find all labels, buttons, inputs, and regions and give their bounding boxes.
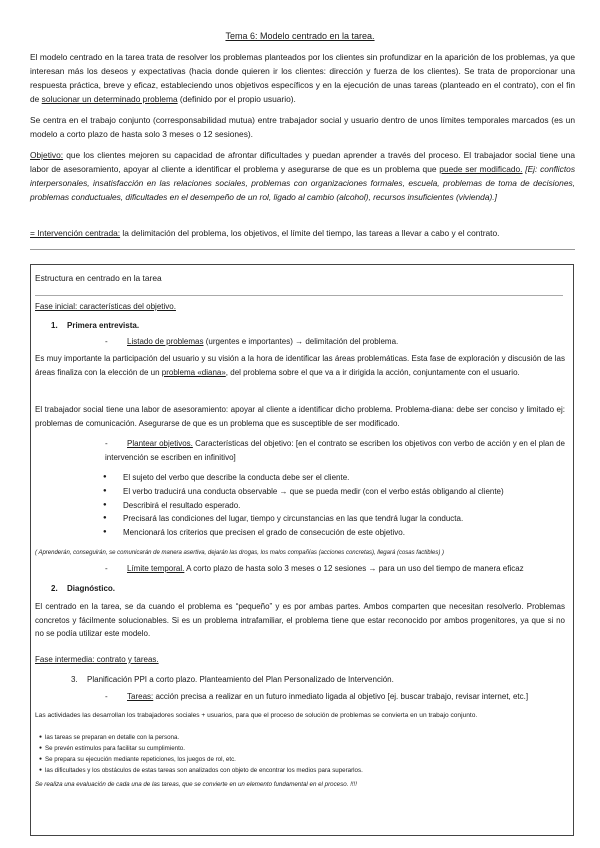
p1-text: Es muy importante la participación del usuario y su visión a la hora de identificar las áreas problemáticas. Esta fase de exploración y discusión de las áreas finaliza con la elección de un: [35, 354, 565, 377]
divider: [30, 249, 575, 250]
list-item: ● Se prepara su ejecución mediante repeticiones, los juegos de rol, etc.: [39, 754, 559, 765]
p1-underlined: problema «diana»: [161, 367, 226, 377]
objetivo-label: Objetivo:: [30, 150, 64, 160]
objective-criteria-list: [103, 471, 563, 540]
listado-label: Listado de problemas: [127, 337, 204, 346]
list-item: ● las tareas se preparan en detalle con la persona.: [39, 732, 559, 743]
plantear-label: Plantear objetivos.: [127, 439, 193, 448]
page-title: Tema 6: Modelo centrado en la tarea.: [225, 31, 375, 41]
objetivo-text: que los clientes mejoren su capacidad de afrontar dificultades y puedan aprender a través del proceso. El trabajador social tiene una labor de asesoramiento, apoyar al cliente a identificar el problema y asegurarse de que es un problema que: [30, 150, 575, 174]
objetivo-underlined: puede ser modificado.: [439, 164, 523, 174]
plantear-text: Características del objetivo: [en el contrato se escriben los objetivos con verbo de acción y en el plan de intervención se escriben en infinitivo]: [105, 439, 565, 462]
item-2: [51, 582, 551, 596]
box-paragraph-1: [35, 352, 565, 379]
list-item: ● Se prevén estímulos para facilitar su cumplimiento.: [39, 743, 559, 754]
item-1-number: 1.: [51, 321, 58, 330]
intervencion-text: la delimitación del problema, los objetivos, el límite del tiempo, las tareas a llevar a cabo y el contrato.: [120, 228, 500, 238]
box-paragraph-3: El centrado en la tarea, se da cuando el problema es “pequeño” y es por ambas partes. Ambos comparten que necesitan resolverlo. Problemas concretos y fácilmente solucionables. Si es un problema intrafamiliar, el problema tiene que estar reconocido por ambos progenitores, ya que si no no se podía utilizar este modelo.: [35, 602, 565, 639]
task-preparation-list: [39, 732, 559, 776]
list-item: ● Describirá el resultado esperado.: [103, 499, 563, 513]
tareas: - Tareas: acción precisa a realizar en un futuro inmediato ligada al objetivo [ej. buscar trabajo, revisar internet, etc.]: [105, 692, 529, 701]
box-title: Estructura en centrado en la tarea: [35, 273, 162, 283]
list-item: ● Precisará las condiciones del lugar, tiempo y circunstancias en las que tendrá lugar la conducta.: [103, 512, 563, 526]
objetivo-paragraph: [30, 148, 575, 204]
item-3: [71, 673, 561, 687]
item-1-text: Primera entrevista.: [67, 321, 140, 330]
listado-text: (urgentes e importantes) → delimitación del problema.: [203, 337, 399, 346]
tareas-text: acción precisa a realizar en un futuro inmediato ligada al objetivo [ej. buscar trabajo, revisar internet, etc.]: [153, 692, 529, 701]
item-3-text: Planificación PPI a corto plazo. Planteamiento del Plan Personalizado de Intervención.: [87, 675, 394, 684]
limite-temporal: - Límite temporal. A corto plazo de hasta solo 3 meses o 12 sesiones → para un uso del tiempo de manera eficaz: [105, 564, 524, 573]
plantear-objetivos: - Plantear objetivos. Características del objetivo: [en el contrato se escriben los objetivos con verbo de acción y en el plan de intervención se escriben en infinitivo]: [105, 439, 565, 462]
fase-intermedia-heading: Fase intermedia: contrato y tareas.: [35, 655, 159, 664]
intro-underlined: solucionar un determinado problema: [41, 94, 178, 104]
item-2-number: 2.: [51, 584, 58, 593]
objetivo-examples: [Ej: conflictos interpersonales, insatisfacción en las relaciones sociales, problemas con organizaciones formales, escuela, problemas de toma de decisiones, problemas conductuales, dificultades en el desempeño de un rol, ligado al cambio (alcohol), recursos insuficientes (vivienda).]: [30, 164, 576, 202]
box-paragraph-2: El trabajador social tiene una labor de asesoramiento: apoyar al cliente a identificar dicho problema. Problema-diana: debe ser conciso y limitado ej: problemas de comunicación. Asegurarse de que es un problema que es susceptible de ser modificado.: [35, 405, 565, 428]
final-note: Se realiza una evaluación de cada una de las tareas, que se convierte en un elemento fundamental en el proceso. !!!!: [35, 781, 357, 788]
fase-inicial-heading: Fase inicial: características del objetivo.: [35, 302, 176, 311]
limite-text: A corto plazo de hasta solo 3 meses o 12 sesiones → para un uso del tiempo de manera eficaz: [184, 564, 524, 573]
listado-problemas: - Listado de problemas (urgentes e importantes) → delimitación del problema.: [105, 337, 399, 346]
item-1: [51, 319, 551, 333]
intro-text: El modelo centrado en la tarea trata de resolver los problemas planteados por los clientes sin profundizar en la aparición de los problemas, ya que interesan más los deseos y expectativas (hacia donde quieren ir los clientes: dirección y fuerza de los clientes). Se trata de proporcionar una respuesta práctica, breve y eficaz, estableciendo unos objetivos específicos y en la ejecución de unas tareas (planteado en el contrato), con el fin de: [30, 52, 575, 104]
item-2-text: Diagnóstico.: [67, 584, 116, 593]
list-item: ● El sujeto del verbo que describe la conducta debe ser el cliente.: [103, 471, 563, 485]
item-3-number: 3.: [71, 675, 78, 684]
box-divider: [35, 295, 563, 296]
list-item: ● El verbo traducirá una conducta observable → que se pueda medir (con el verbo estás obligando al cliente): [103, 485, 563, 499]
intro-paragraph: [30, 50, 575, 106]
p1-text-end: , del problema sobre el que va a ir dirigida la acción, conjuntamente con el usuario.: [225, 367, 520, 377]
intervencion-paragraph: [30, 226, 575, 240]
limite-label: Límite temporal.: [127, 564, 185, 573]
intro-text-end: (definido por el propio usuario).: [177, 94, 296, 104]
structure-box: [30, 264, 574, 836]
list-item: ● las dificultades y los obstáculos de estas tareas son analizados con objeto de encontrar los medios para superarlos.: [39, 765, 559, 776]
examples-note: ( Aprenderán, conseguirán, se comunicarán de manera asertiva, dejarán las drogas, los malos compañías (acciones concretas), llegará (cosas factibles) ): [35, 550, 444, 556]
second-paragraph: Se centra en el trabajo conjunto (corresponsabilidad mutua) entre trabajador social y usuario dentro de unos límites temporales marcados (es un modelo a corto plazo de hasta solo 3 meses o 12 sesiones).: [30, 115, 575, 139]
intervencion-label: = Intervención centrada:: [30, 228, 121, 238]
list-item: ● Mencionará los criterios que precisen el grado de consecución de este objetivo.: [103, 526, 563, 540]
tareas-label: Tareas:: [127, 692, 154, 701]
box-paragraph-4: Las actividades las desarrollan los trabajadores sociales + usuarios, para que el proceso de solución de problemas se convierta en un trabajo conjunto.: [35, 712, 478, 719]
